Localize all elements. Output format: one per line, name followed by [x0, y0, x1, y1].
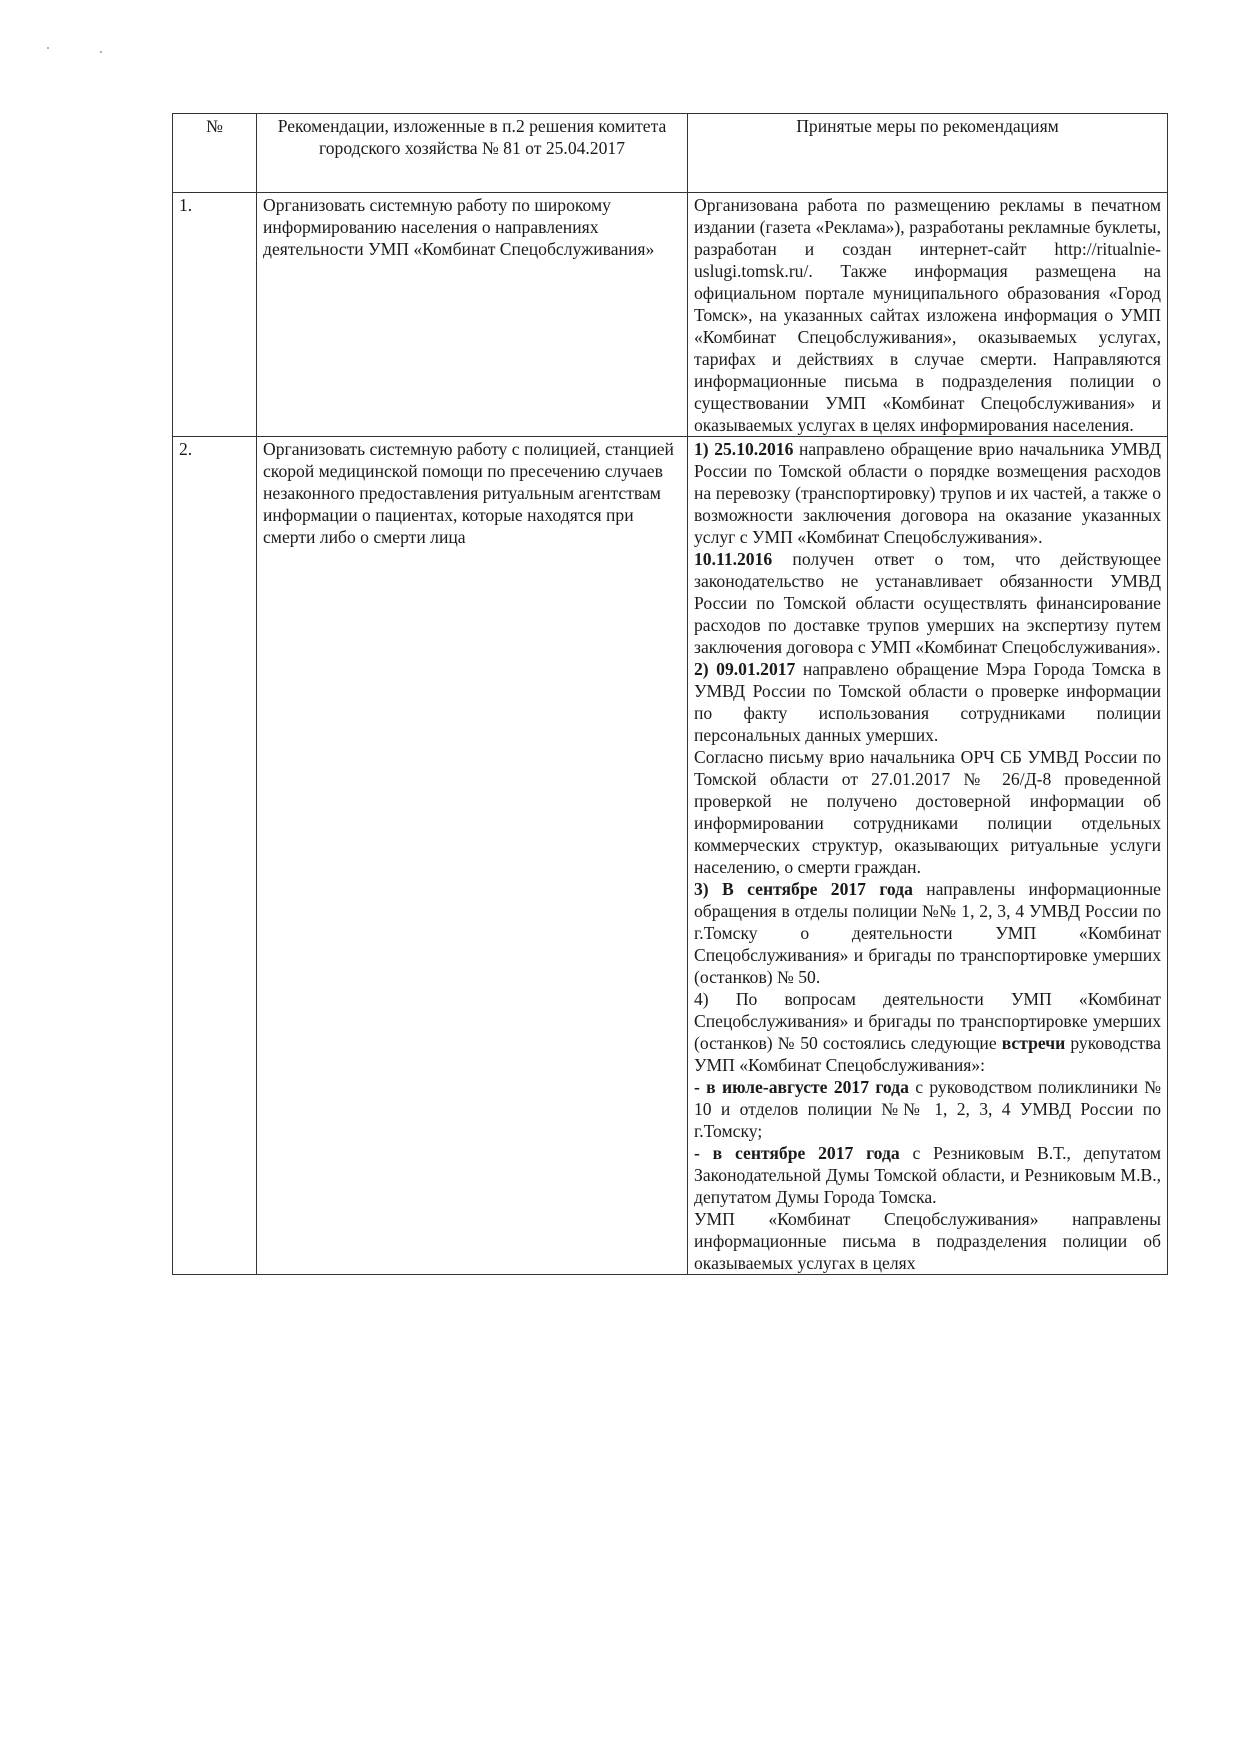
- measure-paragraph: [694, 988, 1161, 1076]
- measure-date: 2) 09.01.2017: [694, 659, 796, 679]
- measure-paragraph: Согласно письму врио начальника ОРЧ СБ УМВД России по Томской области от 27.01.2017 № 26/Д-8 проведенной проверкой не получено достоверной информации об информировании сотрудниками полиции отдельных коммерческих структур, оказывающих ритуальные услуги населению, о смерти граждан.: [694, 747, 1161, 877]
- measure-text: направлено обращение Мэра Города Томска в УМВД России по Томской области о проверке информации по факту использования сотрудниками полиции персональных данных умерших.: [694, 659, 1161, 745]
- measure-text: с Резниковым В.Т., депутатом Законодательной Думы Томской области, и Резниковым М.В., депутатом Думы Города Томска.: [694, 1143, 1162, 1207]
- measure-paragraph: [694, 878, 1161, 988]
- measure-text: получен ответ о том, что действующее законодательство не устанавливает обязанности УМВД России по Томской области осуществлять финансирование расходов по доставке трупов умерших на экспертизу путем заключения договора с УМП «Комбинат Спецобслуживания».: [694, 549, 1161, 657]
- measures-cell: [688, 437, 1168, 1275]
- measure-date: 1) 25.10.2016: [694, 439, 794, 459]
- measure-text: направлены информационные обращения в отделы полиции №№ 1, 2, 3, 4 УМВД России по г.Томску о деятельности УМП «Комбинат Спецобслуживания» и бригады по транспортировке умерших (останков) № 50.: [694, 879, 1161, 987]
- scan-speck: [100, 51, 102, 53]
- measure-paragraph: [694, 548, 1161, 658]
- measures-table: [172, 113, 1168, 1275]
- measure-text: 4) По вопросам деятельности УМП «Комбинат Спецобслуживания» и бригады по транспортировке умерших (останков) № 50 состоялись следующие: [694, 989, 1161, 1053]
- table-row: [173, 193, 1168, 437]
- measure-paragraph: [694, 658, 1161, 746]
- table-row: [173, 437, 1168, 1275]
- measure-date: - в июле-августе 2017 года: [694, 1077, 909, 1097]
- measure-date: 3) В сентябре 2017 года: [694, 879, 913, 899]
- row-number: 1.: [173, 193, 257, 437]
- header-recommendations: Рекомендации, изложенные в п.2 решения комитета городского хозяйства № 81 от 25.04.2017: [257, 114, 688, 193]
- measure-emphasis: встречи: [1001, 1033, 1066, 1053]
- measure-text: с руководством поликлиники № 10 и отделов полиции №№ 1, 2, 3, 4 УМВД России по г.Томску;: [694, 1077, 1161, 1141]
- header-number: №: [173, 114, 257, 193]
- row-number: 2.: [173, 437, 257, 1275]
- recommendation-text: Организовать системную работу с полицией, станцией скорой медицинской помощи по пресечению случаев незаконного предоставления ритуальным агентствам информации о пациентах, которые находятся при смерти либо о смерти лица: [257, 437, 688, 1275]
- measure-date: - в сентябре 2017 года: [694, 1143, 900, 1163]
- recommendation-text: Организовать системную работу по широкому информированию населения о направлениях деятельности УМП «Комбинат Спецобслуживания»: [257, 193, 688, 437]
- measure-paragraph: УМП «Комбинат Спецобслуживания» направлены информационные письма в подразделения полиции об оказываемых услугах в целях: [694, 1209, 1161, 1273]
- measure-date: 10.11.2016: [694, 549, 773, 569]
- measure-text: руководства УМП «Комбинат Спецобслуживания»:: [694, 1033, 1161, 1075]
- measure-paragraph: [694, 1076, 1161, 1142]
- measure-paragraph: [694, 438, 1161, 548]
- measures-text: Организована работа по размещению рекламы в печатном издании (газета «Реклама»), разработаны рекламные буклеты, разработан и создан интернет-сайт http://ritualnie-uslugi.tomsk.ru/. Также информация размещена на официальном портале муниципального образования «Город Томск», на указанных сайтах изложена информация о УМП «Комбинат Спецобслуживания», оказываемых услугах, тарифах и действиях в случае смерти. Направляются информационные письма в подразделения полиции о существовании УМП «Комбинат Спецобслуживания» и оказываемых услугах в целях информирования населения.: [688, 193, 1168, 437]
- measure-paragraph: [694, 1142, 1161, 1208]
- header-measures: Принятые меры по рекомендациям: [688, 114, 1168, 193]
- measure-text: направлено обращение врио начальника УМВД России по Томской области о порядке возмещения расходов на перевозку (транспортировку) трупов и их частей, а также о возможности заключения договора на оказание указанных услуг с УМП «Комбинат Спецобслуживания».: [694, 439, 1161, 547]
- table-header-row: [173, 114, 1168, 193]
- scan-speck: [47, 47, 49, 49]
